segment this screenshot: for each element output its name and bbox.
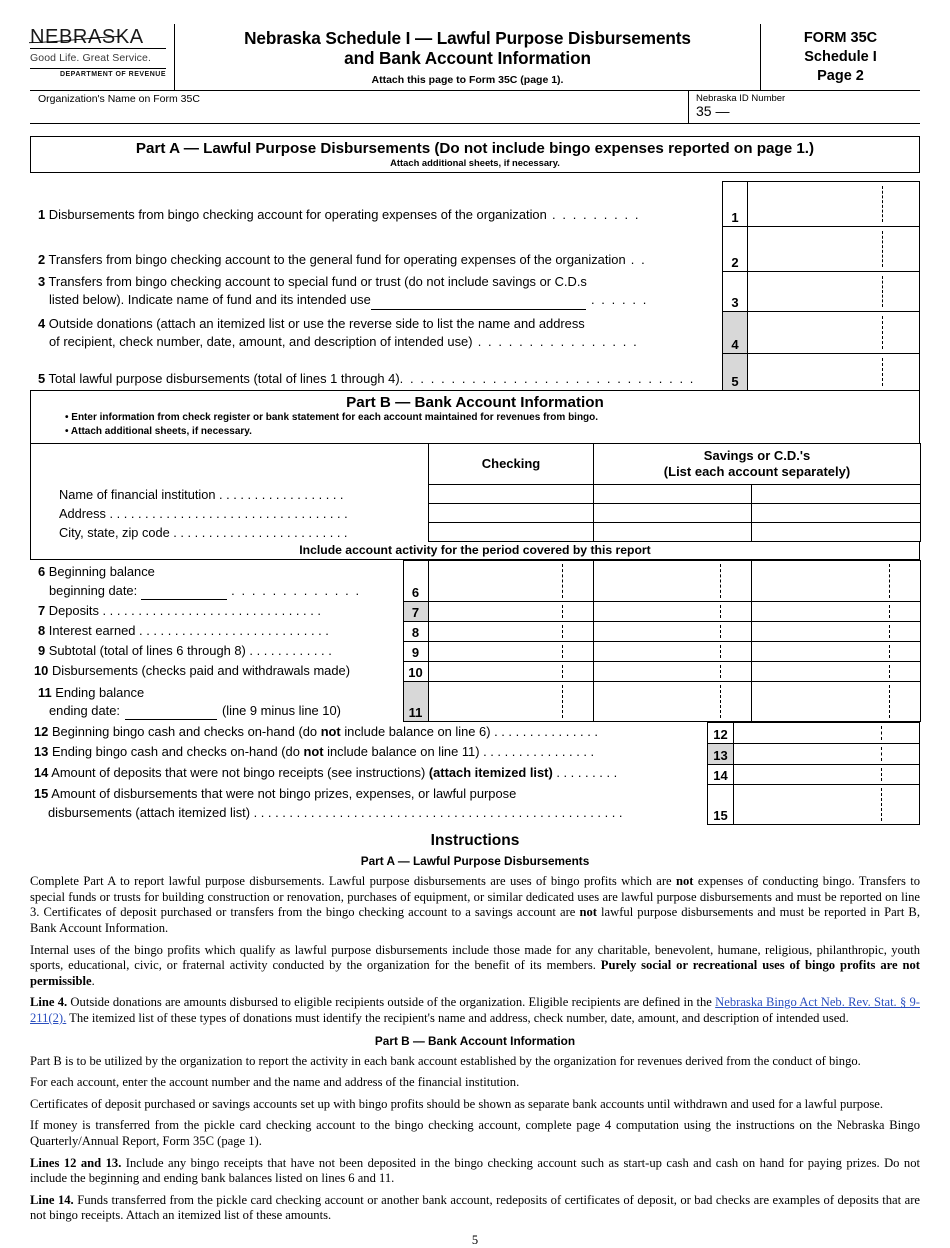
line-5-number: 5 (38, 371, 46, 387)
table-row (30, 662, 920, 682)
logo-department: DEPARTMENT OF REVENUE (30, 68, 166, 78)
line-6-dots: . . . . . . . . . . . . . (231, 582, 361, 598)
line-9-marker: 9 (403, 642, 428, 662)
line-13-marker: 13 (708, 743, 734, 764)
bank-row-label-institution: Name of financial institution . . . . . . . . . . . . . . . . . . (31, 485, 429, 504)
logo-swoosh-icon (29, 36, 122, 44)
line-6-text-line1: Beginning balance (48, 564, 155, 580)
line-11-savings2-input[interactable] (751, 682, 920, 722)
institution-savings2-input[interactable] (752, 485, 921, 504)
address-savings1-input[interactable] (594, 504, 752, 523)
line-8-savings2-input[interactable] (751, 622, 920, 642)
line-14-amount-input[interactable] (734, 764, 920, 785)
line-14-text-pre: Amount of deposits that were not bingo receipts (see instructions) (51, 765, 429, 780)
line-15-label (30, 785, 708, 825)
cents-divider (720, 645, 721, 658)
line-11-formula-note: (line 9 minus line 10) (221, 702, 341, 718)
line-13-text-bold: not (303, 744, 324, 760)
instructions-paragraph-7: If money is transferred from the pickle card checking account to the bingo checking account, complete page 4 computation using the instructions on the Nebraska Bingo Quarterly/Annual Report, Form 35C (page 1). (30, 1118, 920, 1148)
line-15-text-line1: Amount of disbursements that were not bingo prizes, expenses, or lawful purpose (51, 786, 517, 802)
logo-wordmark-text: NEBRASKA (30, 26, 144, 48)
cents-divider (562, 645, 563, 658)
line-9-savings1-input[interactable] (593, 642, 751, 662)
cents-divider (881, 768, 882, 782)
cents-divider (881, 788, 882, 821)
line-6-date-label: beginning date: (49, 582, 138, 598)
lines-12-15-table (30, 722, 920, 825)
line-1-number: 1 (38, 207, 46, 223)
line-12-number: 12 (34, 723, 49, 739)
part-b-bullet-1: • Enter information from check register or bank statement for each account maintained for revenues from bingo. (65, 411, 599, 423)
line-7-savings2-input[interactable] (751, 602, 920, 622)
line-4-marker: 4 (723, 312, 748, 354)
cents-divider (889, 685, 890, 718)
line-7-text: Deposits . . . . . . . . . . . . . . . . . . . . . . . . . . . . . . . (48, 602, 321, 618)
attach-note: Attach this page to Form 35C (page 1). (371, 74, 564, 87)
p3-text-b: The itemized list of these types of donations must identify the recipient's name and address, check number, date, amount, and description of intended used. (66, 1010, 849, 1025)
line-3-text-line1: Transfers from bingo checking account to special fund or trust (do not include savings or C.D.s (48, 273, 587, 289)
line-1-marker: 1 (723, 182, 748, 227)
p8-text: Include any bingo receipts that have not been deposited in the bingo checking account such as start-up cash and cash on hand for paying prizes. Do not include the beginning and ending bank balances listed on lines 6 and 11. (30, 1155, 920, 1186)
table-header-row (31, 443, 921, 485)
instructions-paragraph-6: Certificates of deposit purchased or savings accounts set up with bingo profits should be shown as separate bank accounts until withdrawn and used for a lawful purpose. (30, 1096, 884, 1111)
line-5-marker: 5 (723, 354, 748, 391)
cents-divider (882, 316, 883, 349)
line-13-text-pre: Ending bingo cash and checks on-hand (do (51, 744, 304, 760)
bank-info-table (30, 443, 921, 543)
line-14-marker: 14 (708, 764, 734, 785)
p1-text-a: Complete Part A to report lawful purpose disbursements. Lawful purpose disbursements are uses of bingo profits which are (30, 874, 676, 889)
table-row (30, 622, 920, 642)
line-11-label (30, 682, 403, 722)
p1-bold-1: not (675, 874, 694, 889)
line-10-checking-input[interactable] (428, 662, 593, 682)
line-8-marker: 8 (403, 622, 428, 642)
line-12-label (30, 723, 708, 744)
organization-name-label: Organization's Name on Form 35C (38, 93, 200, 105)
line-8-label (30, 622, 403, 642)
line-3-text-line2: listed below). Indicate name of fund and its intended use (49, 292, 371, 308)
cents-divider (562, 605, 563, 618)
cents-divider (889, 564, 890, 598)
p1-text-b: expenses of conducting bingo. Transfers to special funds or trusts for building construction or renovation, purchases of equipment, or similar dedicated uses are lawful purpose disbursements and must be reported on line 3. Certificates of deposit purchased or transfers from the bingo checking account to a savings account are (30, 874, 920, 920)
line-12-text-pre: Beginning bingo cash and checks on-hand (do (51, 723, 321, 739)
form-header (30, 24, 920, 91)
line-6-marker: 6 (403, 561, 428, 602)
city-savings1-input[interactable] (594, 523, 752, 542)
line-8-checking-input[interactable] (428, 622, 593, 642)
p2-text-b: . (91, 973, 95, 988)
line-1-label: 1 Disbursements from bingo checking account for operating expenses of the organization . . . . . . . . . (38, 207, 641, 223)
part-b-bullet-2: • Attach additional sheets, if necessary. (65, 426, 252, 437)
line-2-label: 2 Transfers from bingo checking account to the general fund for operating expenses of the organization . . (38, 252, 647, 268)
line-4-text-line1: Outside donations (attach an itemized list or use the reverse side to list the name and address (48, 315, 585, 331)
institution-savings1-input[interactable] (594, 485, 752, 504)
line-6-savings1-input[interactable] (593, 561, 751, 602)
line-1-text: Disbursements from bingo checking account for operating expenses of the organization (48, 207, 547, 223)
line-9-number: 9 (38, 642, 46, 658)
line-10-savings2-input[interactable] (751, 662, 920, 682)
cents-divider (720, 665, 721, 678)
p2-bold: Purely social or recreational uses of bingo profits are not permissible (30, 958, 920, 988)
part-b-title: Part B — Bank Account Information (346, 393, 604, 411)
line-15-text-line2: disbursements (attach itemized list) . . . . . . . . . . . . . . . . . . . . . . . . . . . . . . . . . . . . . . . . . . . . . . . . . . . . (48, 805, 623, 820)
table-row (30, 723, 920, 744)
line-11-marker: 11 (403, 682, 428, 722)
cents-divider (882, 276, 883, 307)
cents-divider (889, 625, 890, 638)
table-row (30, 743, 920, 764)
col-header-savings-line2: (List each account separately) (663, 463, 851, 479)
line-11-number: 11 (38, 684, 52, 700)
line-11-text-line1: Ending balance (55, 684, 145, 700)
nebraska-bingo-act-link[interactable]: Nebraska Bingo Act Neb. Rev. Stat. § 9-211(2). (30, 995, 920, 1025)
bank-row-label-city: City, state, zip code . . . . . . . . . . . . . . . . . . . . . . . . . (31, 523, 429, 542)
cents-divider (881, 726, 882, 740)
page-number: 5 (471, 1233, 479, 1248)
form-schedule: Schedule I (804, 49, 877, 66)
form-identifier-block (760, 24, 920, 90)
line-8-text: Interest earned . . . . . . . . . . . . . . . . . . . . . . . . . . . (48, 622, 329, 638)
cents-divider (562, 685, 563, 718)
table-row (30, 354, 920, 391)
part-a-title: Part A — Lawful Purpose Disbursements (Do not include bingo expenses reported on page 1.) (135, 140, 815, 157)
line-7-savings1-input[interactable] (593, 602, 751, 622)
cents-divider (562, 625, 563, 638)
part-a-banner (30, 136, 920, 173)
line-14-text-bold: (attach itemized list) (428, 765, 553, 780)
line-9-checking-input[interactable] (428, 642, 593, 662)
line-12-text-post: include balance on line 6) . . . . . . . . . . . . . . . (340, 723, 598, 739)
line-12-amount-input[interactable] (734, 723, 920, 744)
cents-divider (889, 605, 890, 618)
cents-divider (882, 186, 883, 222)
part-a-table (30, 181, 920, 391)
line-3-fund-name-input[interactable] (371, 297, 586, 310)
line-10-label (30, 662, 403, 682)
table-row (30, 561, 920, 602)
line-2-marker: 2 (723, 227, 748, 272)
table-row (30, 785, 920, 825)
cents-divider (882, 231, 883, 267)
line-14-text-post: . . . . . . . . . (552, 765, 618, 780)
p1-text-c: lawful purpose disbursements and must be reported in Part B, Bank Account Information. (30, 905, 920, 935)
identification-row (30, 91, 920, 124)
line-13-text-post: include balance on line 11) . . . . . . . . . . . . . . . . (323, 744, 595, 760)
line-7-marker: 7 (403, 602, 428, 622)
table-row (30, 182, 920, 227)
line-15-number: 15 (34, 786, 49, 802)
line-15-marker: 15 (708, 785, 734, 825)
form-title-block (175, 24, 760, 90)
line-5-text: Total lawful purpose disbursements (total of lines 1 through 4) (48, 371, 400, 387)
cents-divider (562, 564, 563, 598)
address-savings2-input[interactable] (752, 504, 921, 523)
nebraska-logo (30, 24, 175, 90)
line-11-date-label: ending date: (49, 702, 120, 718)
line-13-number: 13 (34, 744, 49, 760)
line-5-label: 5 Total lawful purpose disbursements (total of lines 1 through 4). . . . . . . . . . . . . . . . . . . . . . . . . . . . . (38, 371, 695, 387)
table-row (31, 485, 921, 504)
line-12-text-bold: not (320, 723, 341, 739)
p1-bold-2: not (579, 905, 597, 920)
instructions-paragraph-4: Part B is to be utilized by the organization to report the activity in each bank account established by the organization for revenues derived from the conduct of bingo. (30, 1053, 861, 1068)
line-14-label (30, 764, 708, 785)
line-4-number: 4 (38, 315, 46, 331)
table-row (31, 523, 921, 542)
line-11-end-date-input[interactable] (125, 707, 217, 720)
line-7-number: 7 (38, 602, 46, 618)
table-row (30, 642, 920, 662)
table-row (30, 227, 920, 272)
instructions-paragraph-1 (30, 874, 920, 936)
p8-bold: Lines 12 and 13. (30, 1155, 122, 1170)
p3-bold: Line 4. (30, 995, 68, 1010)
cents-divider (720, 564, 721, 598)
activity-period-bar: Include account activity for the period covered by this report (30, 542, 920, 560)
line-5-amount-input[interactable] (748, 354, 920, 391)
logo-wordmark (30, 24, 166, 49)
address-checking-input[interactable] (429, 504, 594, 523)
table-row (30, 602, 920, 622)
cents-divider (720, 685, 721, 718)
col-header-savings (594, 443, 921, 485)
line-10-text: Disbursements (checks paid and withdrawals made) (51, 662, 350, 678)
line-10-marker: 10 (403, 662, 428, 682)
table-row (30, 764, 920, 785)
instructions-part-b-heading: Part B — Bank Account Information (374, 1033, 576, 1048)
lines-6-11-table (30, 560, 921, 722)
instructions-paragraph-2 (30, 943, 920, 990)
cents-divider (720, 625, 721, 638)
form-title (179, 28, 756, 68)
line-6-label (30, 561, 403, 602)
line-4-amount-input[interactable] (748, 312, 920, 354)
table-row (31, 504, 921, 523)
nebraska-id-field[interactable] (688, 91, 920, 123)
organization-name-field[interactable] (30, 91, 688, 123)
part-a-subtitle: Attach additional sheets, if necessary. (390, 157, 560, 168)
line-4-label: 4 Outside donations (attach an itemized list or use the reverse side to list the name and address of recipient, check number, date, amount, and description of intended use) . . . . . . . . . . . . . . . . (38, 315, 639, 350)
nebraska-id-label: Nebraska ID Number (696, 93, 786, 104)
line-13-label (30, 743, 708, 764)
line-13-amount-input[interactable] (734, 743, 920, 764)
table-row (30, 272, 920, 312)
line-6-savings2-input[interactable] (751, 561, 920, 602)
bank-header-blank (31, 443, 429, 485)
form-title-line2: and Bank Account Information (344, 48, 591, 69)
cents-divider (889, 645, 890, 658)
line-3-number: 3 (38, 273, 46, 289)
institution-checking-input[interactable] (429, 485, 594, 504)
line-6-number: 6 (38, 564, 46, 580)
line-12-marker: 12 (708, 723, 734, 744)
line-2-amount-input[interactable] (748, 227, 920, 272)
line-3-amount-input[interactable] (748, 272, 920, 312)
cents-divider (889, 665, 890, 678)
line-11-savings1-input[interactable] (593, 682, 751, 722)
logo-tagline: Good Life. Great Service. (30, 52, 151, 64)
instructions-paragraph-line-14 (30, 1193, 920, 1224)
line-2-number: 2 (38, 252, 46, 268)
line-6-checking-input[interactable] (428, 561, 593, 602)
line-10-number: 10 (34, 662, 49, 678)
line-1-amount-input[interactable] (748, 182, 920, 227)
nebraska-id-value: 35 — (696, 103, 730, 119)
line-8-number: 8 (38, 622, 46, 638)
cents-divider (881, 747, 882, 761)
line-10-savings1-input[interactable] (593, 662, 751, 682)
cents-divider (562, 665, 563, 678)
line-15-amount-input[interactable] (734, 785, 920, 825)
p3-text-a: Outside donations are amounts disbursed to eligible recipients outside of the organization. Eligible recipients are defined in the (67, 995, 716, 1010)
table-row (30, 682, 920, 722)
line-4-text-line2: of recipient, check number, date, amount, and description of intended use) (49, 334, 473, 350)
cents-divider (882, 358, 883, 386)
line-9-savings2-input[interactable] (751, 642, 920, 662)
p9-text: Funds transferred from the pickle card checking account or another bank account, redeposits of certificates of deposit, or bad checks are examples of deposits that are not bingo receipts. Attach an itemized list of these amounts. (30, 1192, 920, 1223)
city-checking-input[interactable] (429, 523, 594, 542)
p2-text-a: Internal uses of the bingo profits which qualify as lawful purpose disbursements include those made for any charitable, benevolent, humane, religious, philanthropic, youth sports, educational, civic, or fraternal activity conducted by the organization for the benefit of its members. (30, 942, 920, 973)
part-b-banner (30, 390, 920, 444)
line-6-begin-date-input[interactable] (141, 587, 227, 600)
form-number: FORM 35C (803, 30, 878, 46)
form-title-line1: Nebraska Schedule I — Lawful Purpose Disbursements (244, 28, 691, 48)
line-9-label (30, 642, 403, 662)
line-2-text: Transfers from bingo checking account to the general fund for operating expenses of the organization (48, 252, 626, 268)
cents-divider (720, 605, 721, 618)
line-7-checking-input[interactable] (428, 602, 593, 622)
instructions-part-a-heading: Part A — Lawful Purpose Disbursements (360, 854, 590, 869)
part-b-bullets (37, 411, 913, 439)
instructions-paragraph-5: For each account, enter the account number and the name and address of the financial institution. (30, 1075, 520, 1090)
instructions-paragraph-lines-12-13 (30, 1156, 920, 1187)
line-3-marker: 3 (723, 272, 748, 312)
line-3-label: 3 Transfers from bingo checking account to special fund or trust (do not include savings or C.D.s listed below). Indicate name of fund and its intended use . . . . . . (30, 272, 723, 312)
instructions-paragraph-line4 (30, 995, 920, 1026)
line-11-checking-input[interactable] (428, 682, 593, 722)
line-7-label (30, 602, 403, 622)
line-14-number: 14 (34, 765, 49, 780)
form-page-label: Page 2 (817, 68, 864, 85)
line-9-text: Subtotal (total of lines 6 through 8) . . . . . . . . . . . . (48, 642, 332, 658)
table-row (30, 312, 920, 354)
col-header-savings-line1: Savings or C.D.'s (703, 447, 811, 463)
bank-row-label-address: Address . . . . . . . . . . . . . . . . . . . . . . . . . . . . . . . . . . (31, 504, 429, 523)
instructions-title: Instructions (430, 832, 520, 850)
p9-bold: Line 14. (30, 1192, 74, 1207)
col-header-checking: Checking (429, 443, 594, 485)
line-8-savings1-input[interactable] (593, 622, 751, 642)
city-savings2-input[interactable] (752, 523, 921, 542)
